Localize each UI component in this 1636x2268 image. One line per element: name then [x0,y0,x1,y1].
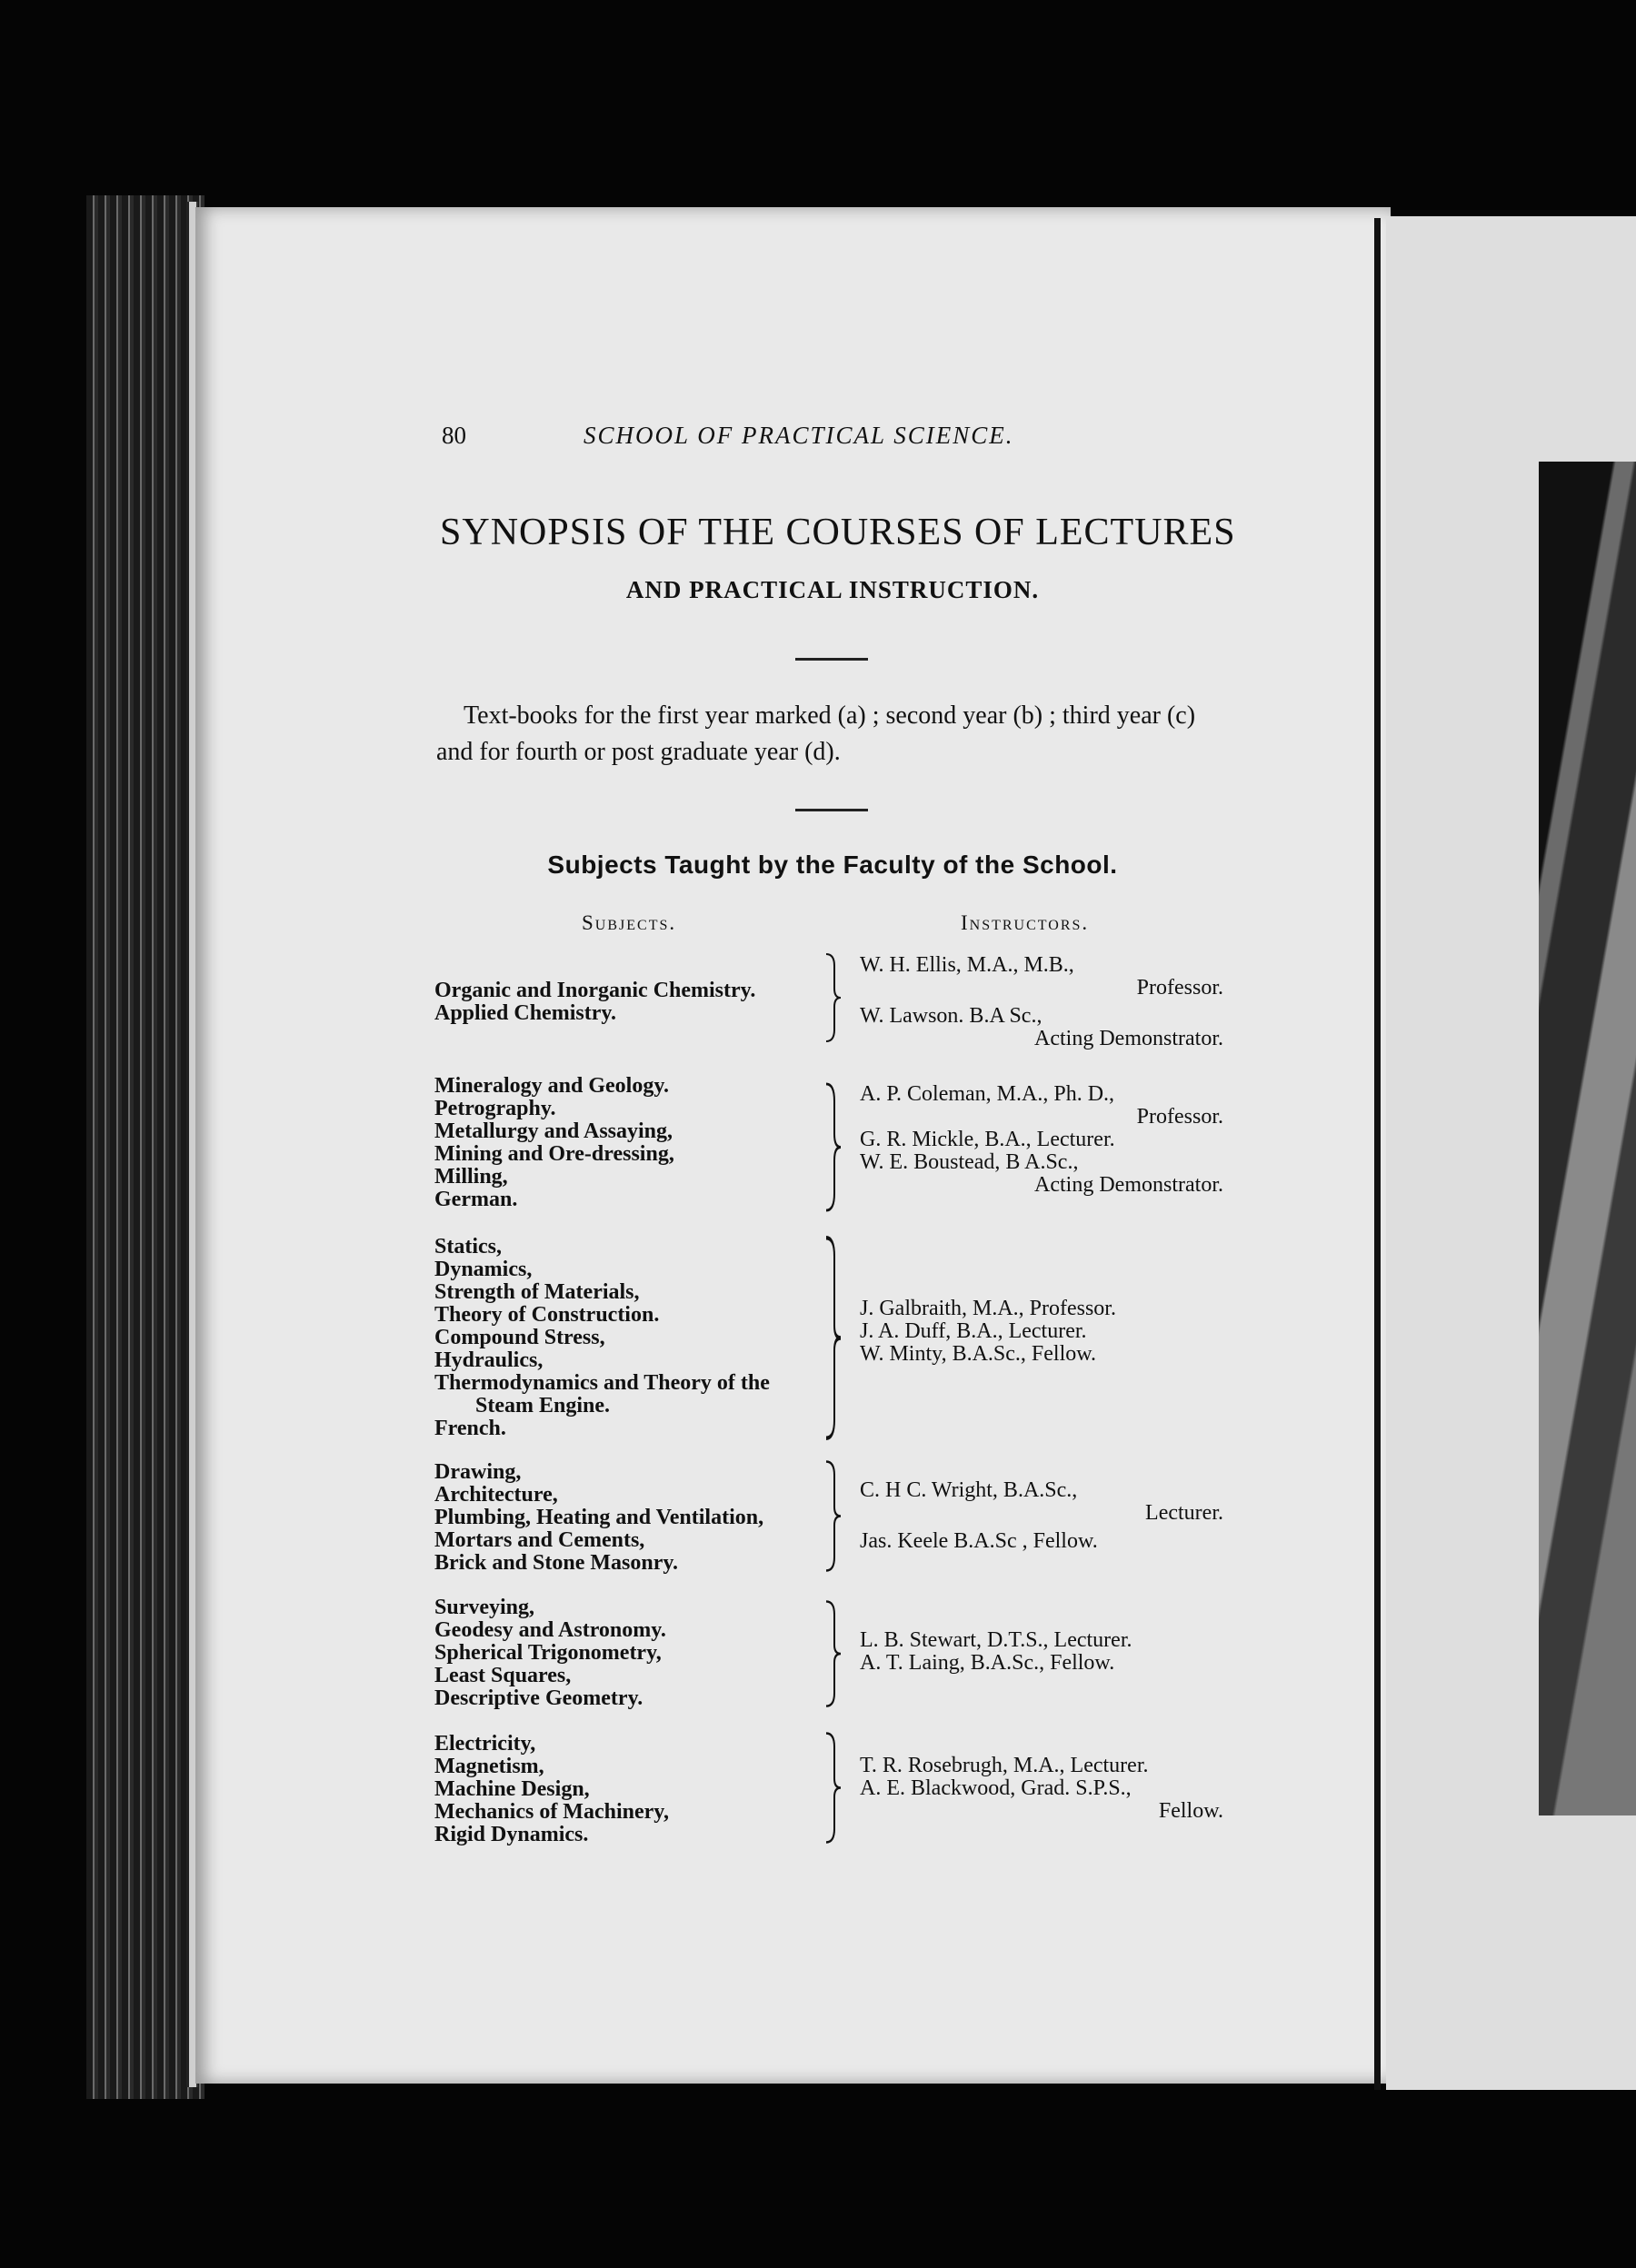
subject-item: Theory of Construction. [434,1303,660,1327]
subject-item: Milling, [434,1165,508,1189]
running-title: SCHOOL OF PRACTICAL SCIENCE. [584,422,1014,449]
instructor-group [860,1629,1223,1675]
instructor-name: J. A. Duff, B.A., Lecturer. [860,1319,1087,1343]
subject-item: Least Squares, [434,1664,572,1687]
brace [823,1081,842,1213]
instructor-title: Professor. [1136,976,1223,1000]
page-subtitle: AND PRACTICAL INSTRUCTION. [625,576,1040,603]
subject-item: Surveying, [434,1596,535,1619]
instructor-title: Professor. [1136,1105,1223,1129]
subject-group [434,1461,763,1575]
instructor-name: A. P. Coleman, M.A., Ph. D., [860,1082,1115,1106]
instructor-group [860,1298,1223,1366]
subject-group [434,1075,674,1211]
subject-item: German. [434,1188,518,1211]
subjects-column-header: Subjects. [582,911,677,934]
textbook-note: Text-books for the first year marked (a) ; second year (b) ; third year (c) and for fourth or post graduate year (d). [436,701,1196,766]
subject-item: Drawing, [434,1460,522,1484]
subject-item: Machine Design, [434,1777,590,1801]
subject-item: Rigid Dynamics. [434,1823,589,1846]
instructor-name: W. E. Boustead, B A.Sc., [860,1150,1079,1174]
instructor-name: W. H. Ellis, M.A., M.B., [860,953,1074,977]
subject-item: Architecture, [434,1483,558,1507]
subject-item: Mining and Ore-dressing, [434,1142,674,1166]
instructor-name: L. B. Stewart, D.T.S., Lecturer. [860,1628,1132,1652]
brace [823,1459,842,1573]
instructor-name: Jas. Keele B.A.Sc , Fellow. [860,1529,1098,1553]
subject-item: Brick and Stone Masonry. [434,1551,679,1575]
subject-group [434,1236,770,1440]
instructor-group [860,1479,1223,1553]
instructor-name: A. T. Laing, B.A.Sc., Fellow. [860,1651,1115,1675]
subject-item: Metallurgy and Assaying, [434,1119,673,1143]
instructor-name: J. Galbraith, M.A., Professor. [860,1297,1116,1320]
subject-group [434,1597,666,1710]
subject-item: French. [434,1417,506,1440]
brace [823,1599,842,1708]
instructor-group [860,1083,1223,1197]
subject-item: Statics, [434,1235,502,1258]
instructor-title: Acting Demonstrator. [1034,1027,1223,1050]
divider-rule [795,658,868,661]
subject-item: Mechanics of Machinery, [434,1800,669,1824]
subject-item: Steam Engine. [475,1394,611,1418]
subject-item: Hydraulics, [434,1348,544,1372]
subject-item: Mortars and Cements, [434,1528,645,1552]
subject-item: Spherical Trigonometry, [434,1641,662,1665]
brace [823,1731,842,1845]
subject-item: Electricity, [434,1732,536,1756]
instructor-name: W. Lawson. B.A Sc., [860,1004,1042,1028]
subject-group [434,980,755,1025]
subject-item: Applied Chemistry. [434,1001,617,1025]
subject-item: Dynamics, [434,1258,533,1281]
instructor-title: Lecturer. [1145,1501,1223,1525]
subject-item: Plumbing, Heating and Ventilation, [434,1506,764,1529]
subject-item: Geodesy and Astronomy. [434,1618,666,1642]
instructor-name: G. R. Mickle, B.A., Lecturer. [860,1128,1115,1151]
subject-item: Compound Stress, [434,1326,605,1349]
divider-rule [795,809,868,811]
subject-item: Organic and Inorganic Chemistry. [434,979,756,1002]
facing-page-illustration [1539,462,1636,1815]
subject-item: Magnetism, [434,1755,544,1778]
page-title: SYNOPSIS OF THE COURSES OF LECTURES [440,512,1236,553]
instructor-name: T. R. Rosebrugh, M.A., Lecturer. [860,1754,1149,1777]
subject-item: Thermodynamics and Theory of the [434,1371,770,1395]
subject-item: Strength of Materials, [434,1280,640,1304]
subject-item: Descriptive Geometry. [434,1686,643,1710]
page-number: 80 [442,422,466,449]
instructor-name: C. H C. Wright, B.A.Sc., [860,1478,1078,1502]
instructor-name: A. E. Blackwood, Grad. S.P.S., [860,1776,1132,1800]
subject-group [434,1733,669,1846]
instructor-group [860,954,1223,1050]
instructor-name: W. Minty, B.A.Sc., Fellow. [860,1342,1097,1366]
brace [823,952,842,1043]
instructor-title: Fellow. [1158,1799,1223,1823]
book-spine [1374,218,1381,2090]
subject-item: Mineralogy and Geology. [434,1074,669,1098]
instructor-group [860,1755,1223,1823]
instructor-title: Acting Demonstrator. [1034,1173,1223,1197]
section-title: Subjects Taught by the Faculty of the School. [547,850,1118,879]
brace [823,1236,842,1440]
instructors-column-header: Instructors. [961,911,1090,934]
subject-item: Petrography. [434,1097,556,1120]
